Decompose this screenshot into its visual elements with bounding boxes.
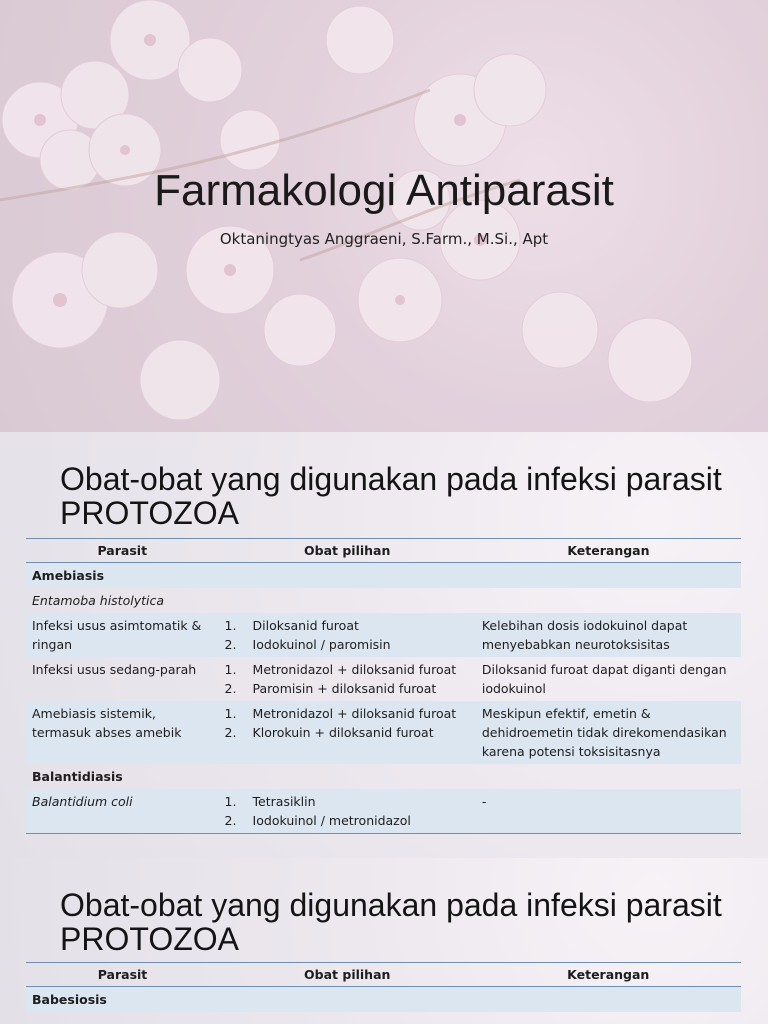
header-keterangan: Keterangan [476,963,742,987]
parasit-cell: Entamoba histolytica [32,593,165,608]
parasit-cell: Amebiasis [26,563,219,589]
keterangan-cell: Diloksanid furoat dapat diganti dengan iodokuinol [481,662,727,696]
obat-text: Metronidazol + diloksanid furoat [252,706,457,721]
obat-cell [219,588,476,613]
background-veil [0,0,768,432]
parasit-cell: Infeksi usus asimtomatik & ringan [26,613,219,657]
keterangan-cell [476,563,741,589]
table-row [26,563,741,589]
obat-cell [219,563,476,589]
parasit-cell: Balantidium coli [26,789,219,834]
obat-text: Paromisin + diloksanid furoat [252,681,437,696]
table-row [26,701,741,764]
keterangan-cell: Meskipun efektif, emetin & dehidroemetin tidak direkomendasikan karena potensi toksisitasnya [476,701,741,764]
content-slide-protozoa-2 [0,858,768,1024]
obat-item [225,635,470,654]
table-row [26,764,741,789]
slide-heading: Obat-obat yang digunakan pada infeksi parasit PROTOZOA [60,461,722,531]
obat-text: Diloksanid furoat [252,618,359,633]
title-slide [0,0,768,432]
slide-title: Farmakologi Antiparasit [154,166,614,215]
obat-item [225,660,470,679]
obat-text: Klorokuin + diloksanid furoat [252,725,434,740]
table-row [26,588,741,613]
table-header-row [26,963,741,987]
obat-text: Tetrasiklin [252,794,316,809]
table-row [26,613,741,657]
header-obat: Obat pilihan [219,963,476,987]
obat-cell [219,987,476,1013]
obat-number: 2. [224,813,237,828]
obat-number: 2. [224,725,237,740]
obat-item [225,811,470,830]
obat-number: 1. [224,662,237,677]
header-obat: Obat pilihan [219,539,476,563]
slide-subtitle: Oktaningtyas Anggraeni, S.Farm., M.Si., Apt [219,230,549,248]
drug-table [26,962,741,1012]
obat-cell [219,789,476,834]
keterangan-cell: - [476,789,741,834]
header-keterangan: Keterangan [476,539,741,563]
keterangan-cell: Kelebihan dosis iodokuinol dapat menyebabkan neurotoksisitas [476,613,741,657]
drug-table [26,538,741,834]
parasit-cell: Balantidiasis [32,769,123,784]
obat-number: 2. [224,637,237,652]
obat-cell [219,657,476,701]
parasit-cell: Infeksi usus sedang-parah [32,662,197,677]
obat-number: 1. [224,706,237,721]
obat-number: 1. [224,794,237,809]
obat-cell [219,764,476,789]
table-row [26,657,741,701]
table-header-row [26,539,741,563]
obat-item [225,792,470,811]
obat-text: Iodokuinol / paromisin [252,637,391,652]
obat-number: 2. [224,681,237,696]
keterangan-cell [476,987,742,1013]
obat-cell [219,701,476,764]
obat-item [225,723,470,742]
obat-number: 1. [224,618,237,633]
obat-item [225,679,470,698]
obat-text: Metronidazol + diloksanid furoat [252,662,457,677]
parasit-cell: Babesiosis [26,987,219,1013]
header-parasit: Parasit [26,539,219,563]
parasit-cell: Amebiasis sistemik, termasuk abses amebik [26,701,219,764]
keterangan-cell [476,588,741,613]
table-row [26,789,741,834]
obat-item [225,704,470,723]
table-row [26,987,741,1013]
keterangan-cell [476,764,741,789]
obat-cell [219,613,476,657]
obat-text: Iodokuinol / metronidazol [252,813,411,828]
header-parasit: Parasit [26,963,219,987]
obat-item [225,616,470,635]
content-slide-protozoa-1 [0,432,768,858]
slide-heading: Obat-obat yang digunakan pada infeksi parasit PROTOZOA [60,887,722,957]
